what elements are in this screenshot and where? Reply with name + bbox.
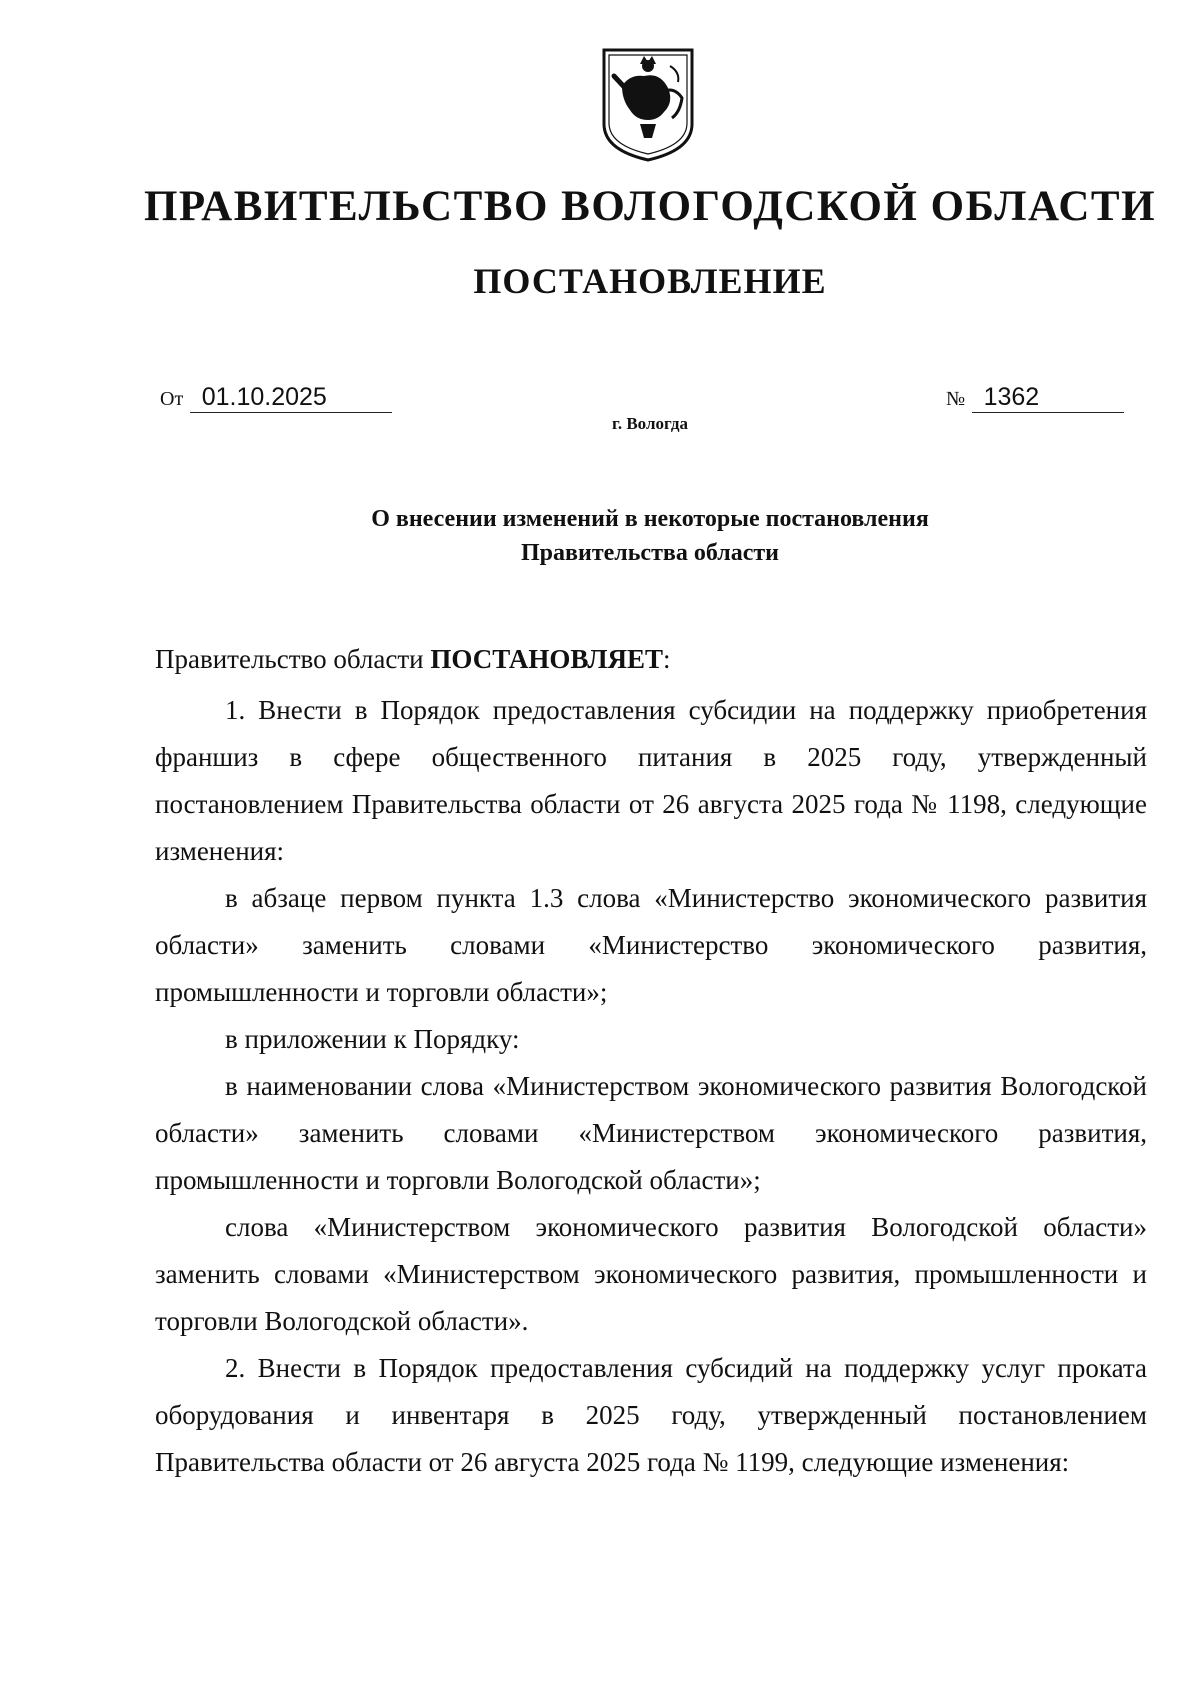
paragraph-3: в приложении к Порядку: [225, 1024, 520, 1054]
city: г. Вологда [612, 414, 688, 433]
preamble [155, 636, 1147, 683]
document-body [155, 636, 1147, 1486]
date-value: 01.10.2025 [190, 382, 392, 413]
preamble-verb: ПОСТАНОВЛЯЕТ [430, 644, 663, 674]
coat-of-arms-icon [600, 46, 696, 164]
document-date [160, 382, 392, 413]
document-type: ПОСТАНОВЛЕНИЕ [473, 261, 827, 301]
paragraph-6: 2. Внести в Порядок предоставления субсидий на поддержку услуг проката оборудования и инвентаря в 2025 году, утвержденный постановлением Правительства области от 26 августа 2025 года № 1199, следующие изменения: [155, 1353, 1147, 1477]
date-label: От [160, 388, 184, 410]
paragraph-2: в абзаце первом пункта 1.3 слова «Министерство экономического развития области» заменить словами «Министерство экономического развития, промышленности и торговли области»; [155, 883, 1147, 1007]
document-subject [0, 502, 1200, 570]
document-number [946, 382, 1124, 413]
number-value: 1362 [972, 382, 1124, 413]
preamble-suffix: : [662, 644, 671, 674]
subject-line-1: О внесении изменений в некоторые постановления [371, 506, 929, 532]
preamble-prefix: Правительство области [155, 644, 424, 674]
subject-line-2: Правительства области [521, 540, 779, 566]
paragraph-4: в наименовании слова «Министерством экономического развития Вологодской области» заменить словами «Министерством экономического развития, промышленности и торговли Вологодской области»; [155, 1071, 1147, 1195]
government-title: ПРАВИТЕЛЬСТВО ВОЛОГОДСКОЙ ОБЛАСТИ [143, 183, 1157, 230]
paragraph-5: слова «Министерством экономического развития Вологодской области» заменить словами «Министерством экономического развития, промышленности и торговли Вологодской области». [155, 1212, 1147, 1336]
paragraph-1: 1. Внести в Порядок предоставления субсидии на поддержку приобретения франшиз в сфере общественного питания в 2025 году, утвержденный постановлением Правительства области от 26 августа 2025 года № 1198, следующие изменения: [155, 695, 1147, 866]
number-label: № [946, 388, 966, 410]
